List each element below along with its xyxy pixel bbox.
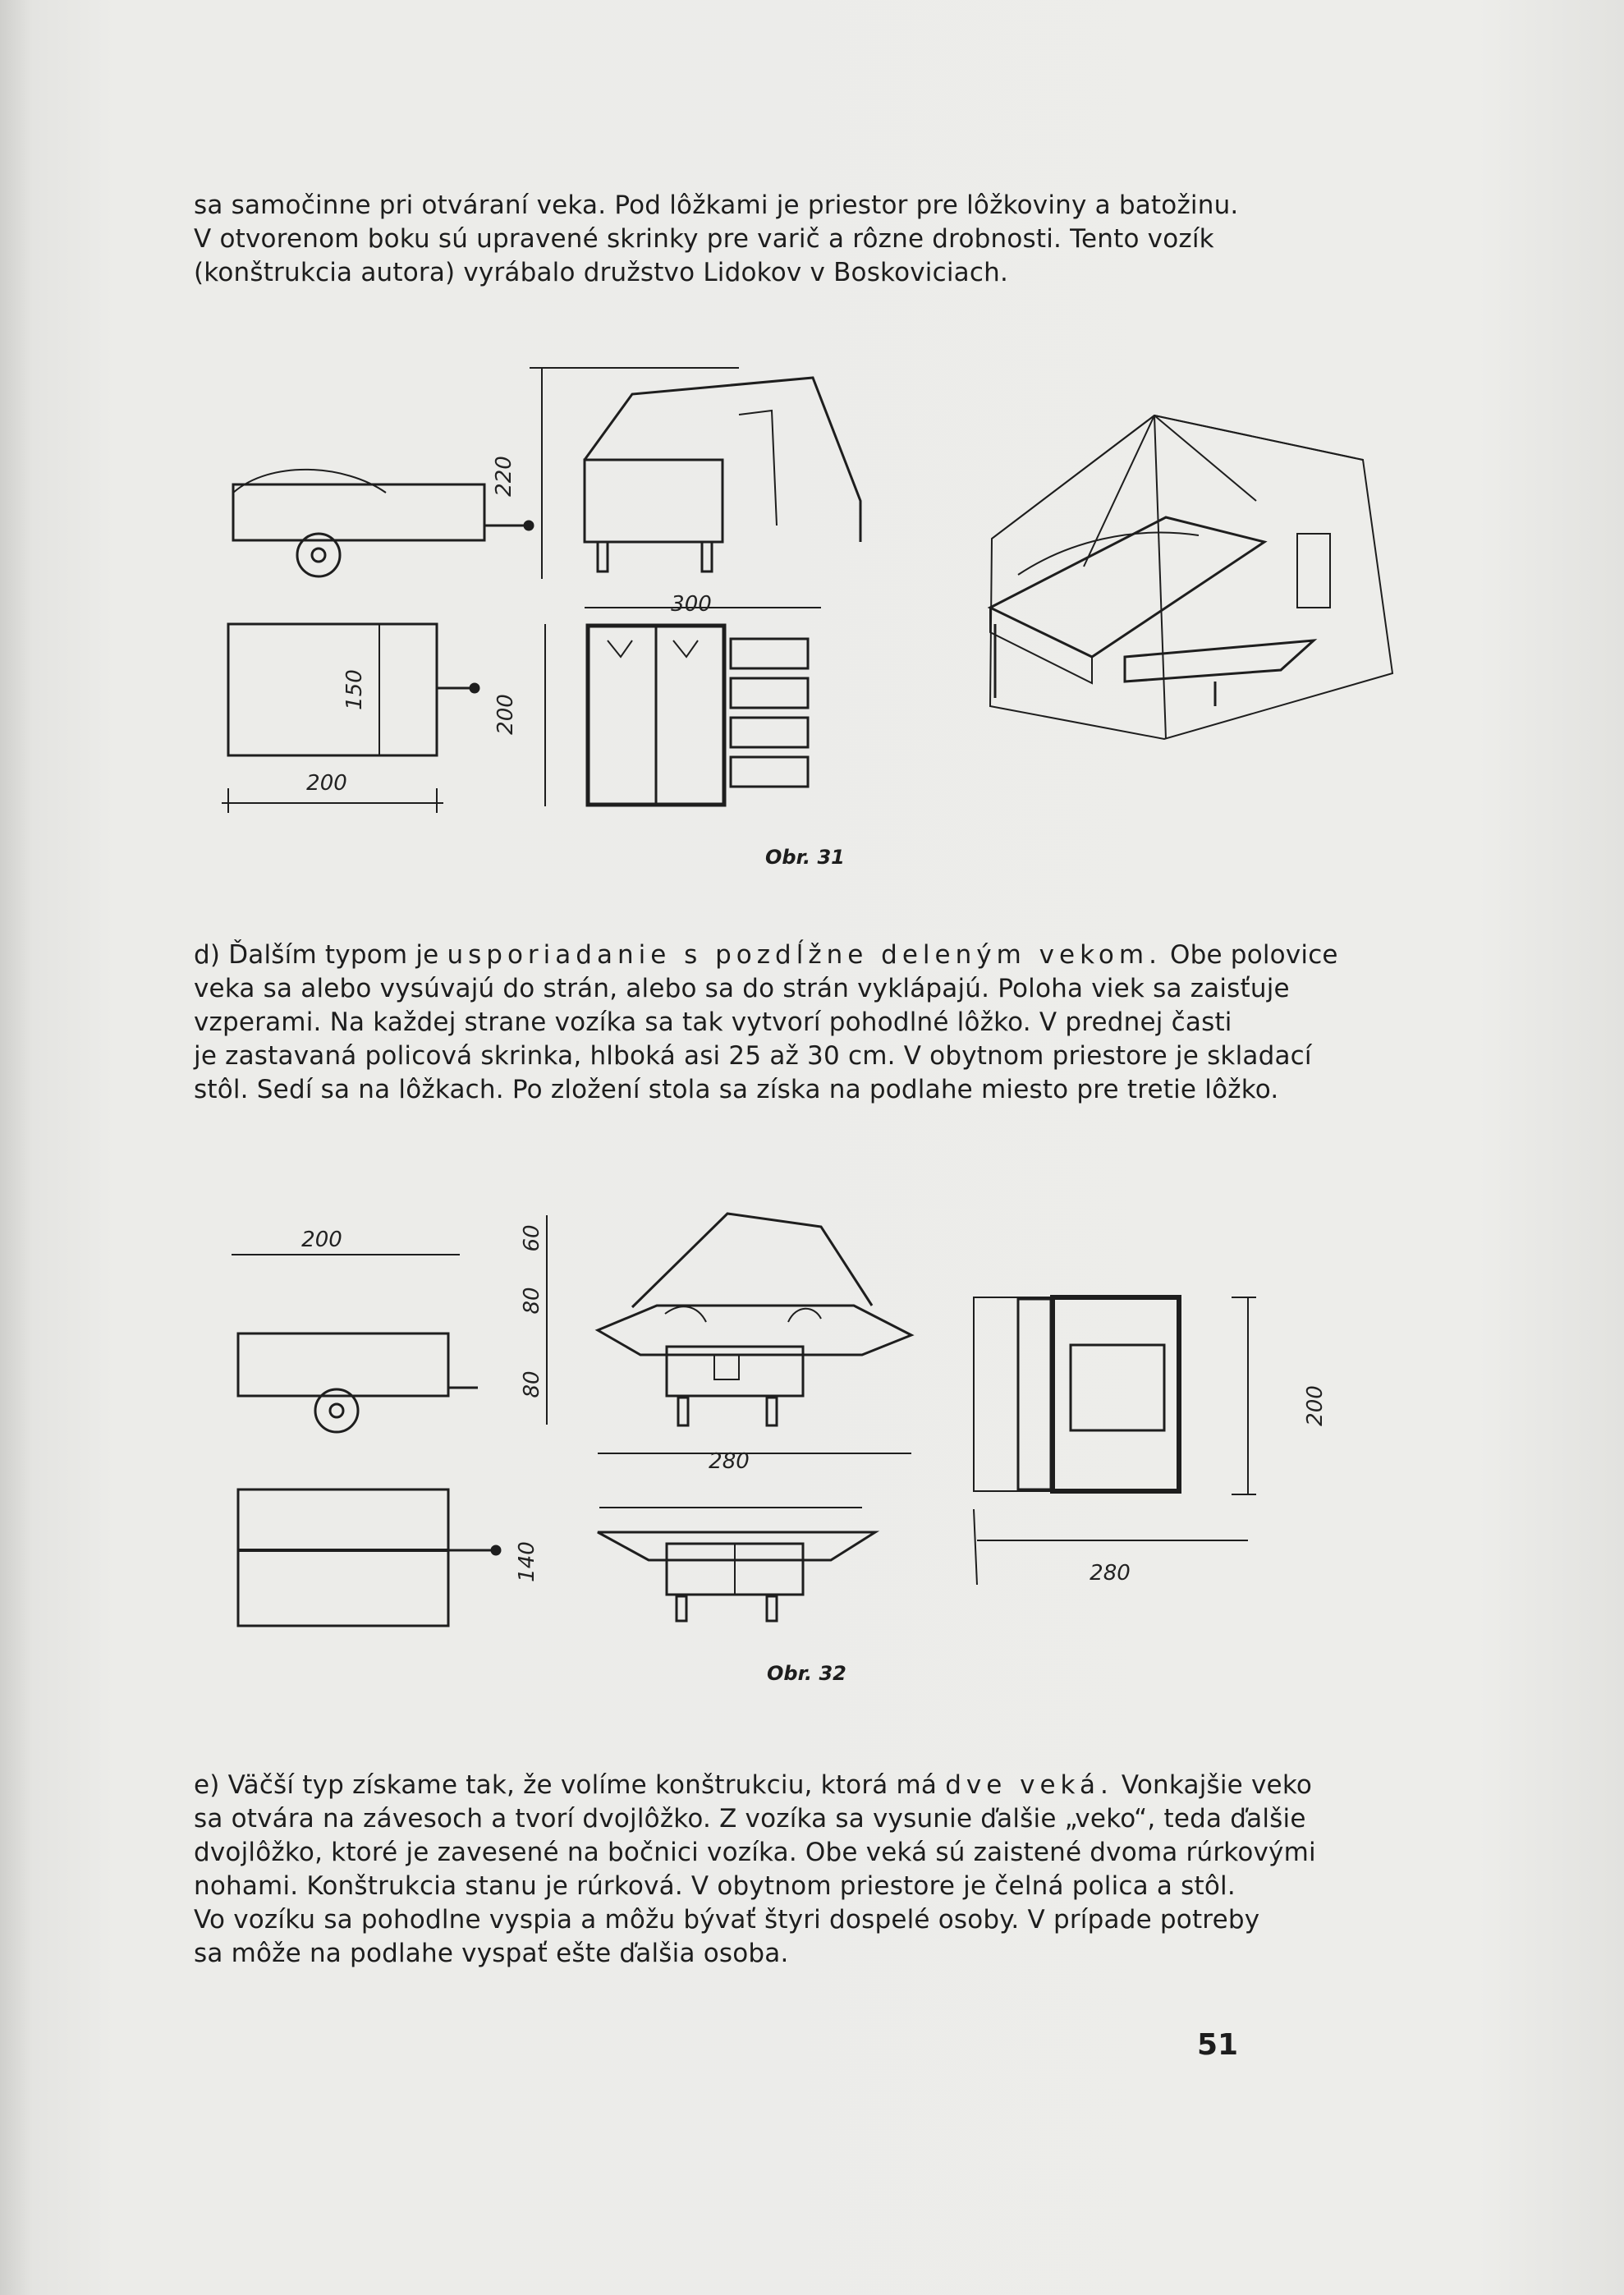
fig32-front-view-closed [598,1508,875,1621]
text-run: d) Ďalším typom je [194,940,447,970]
fig32-dim-200-plan: 200 [1303,1385,1328,1426]
fig32-dim-280-front: 280 [709,1449,750,1474]
fig32-dim-280-plan: 280 [1090,1561,1131,1586]
paragraph-type-d [194,939,1409,1107]
fig32-trailer-side-view [232,1255,478,1432]
fig32-dim-80-a: 80 [520,1287,544,1315]
text-line: je zastavaná policová skrinka, hlboká asi 25 až 30 cm. V obytnom priestore je skladací [194,1041,1312,1071]
text-line: dvojlôžko, ktoré je zavesené na bočnici vozíka. Obe veká sú zaistené dvoma rúrkovými [194,1838,1316,1867]
fig31-floor-plan [545,608,821,806]
fig32-dim-200-length: 200 [301,1228,342,1252]
fig32-floor-plan [974,1297,1256,1585]
figure-32-caption: Obr. 32 [767,1662,846,1685]
paragraph-type-e [194,1769,1409,1971]
fig32-dim-80-b: 80 [520,1370,544,1398]
fig32-dim-140: 140 [515,1541,539,1582]
text-line: sa samočinne pri otváraní veka. Pod lôžkami je priestor pre lôžkoviny a batožinu. [194,190,1239,220]
text-run: Obe polovice [1161,940,1338,970]
fig31-dim-150: 150 [342,669,367,710]
text-line: nohami. Konštrukcia stanu je rúrková. V obytnom priestore je čelná polica a stôl. [194,1871,1236,1901]
fig31-trailer-side-view [233,470,533,576]
text-run: Vonkajšie veko [1112,1770,1313,1800]
fig31-perspective-interior [990,415,1392,739]
text-line [194,1769,1409,1802]
fig32-front-view-open [547,1214,911,1453]
fig31-dim-200-plan: 200 [493,694,518,735]
text-line: sa otvára na závesoch a tvorí dvojlôžko. Z vozíka sa vysunie ďalšie „veko“, teda ďalšie [194,1804,1306,1834]
text-line: Vo vozíku sa pohodlne vyspia a môžu bývať štyri dospelé osoby. V prípade potreby [194,1905,1260,1935]
text-line: veka sa alebo vysúvajú do strán, alebo sa do strán vyklápajú. Poloha viek sa zaisťuje [194,974,1290,1003]
fig32-trailer-top-view [238,1489,500,1626]
text-line: stôl. Sedí sa na lôžkach. Po zložení stola sa získa na podlahe miesto pre tretie lôžko. [194,1075,1279,1104]
page-number: 51 [1197,2028,1239,2062]
text-line: sa môže na podlahe vyspať ešte ďalšia osoba. [194,1939,789,1968]
figure-31-caption: Obr. 31 [765,846,845,869]
emphasized-text: usporiadanie s pozdĺžne deleným vekom. [447,940,1162,970]
text-line [194,939,1409,972]
text-line: V otvorenom boku sú upravené skrinky pre varič a rôzne drobnosti. Tento vozík [194,224,1214,254]
fig31-dim-height-220: 220 [492,456,516,497]
text-line: (konštrukcia autora) vyrábalo družstvo Lidokov v Boskoviciach. [194,258,1009,287]
emphasized-text: dve veká. [945,1770,1113,1800]
fig31-dim-300: 300 [671,592,712,617]
fig32-dim-60: 60 [520,1224,544,1252]
text-run: e) Väčší typ získame tak, že volíme konštrukciu, ktorá má [194,1770,946,1800]
text-line: vzperami. Na každej strane vozíka sa tak vytvorí pohodlné lôžko. V prednej časti [194,1008,1232,1037]
fig31-trailer-top-view [222,624,479,813]
fig31-tent-side-view [530,368,860,579]
fig31-dim-200-length: 200 [306,771,347,796]
